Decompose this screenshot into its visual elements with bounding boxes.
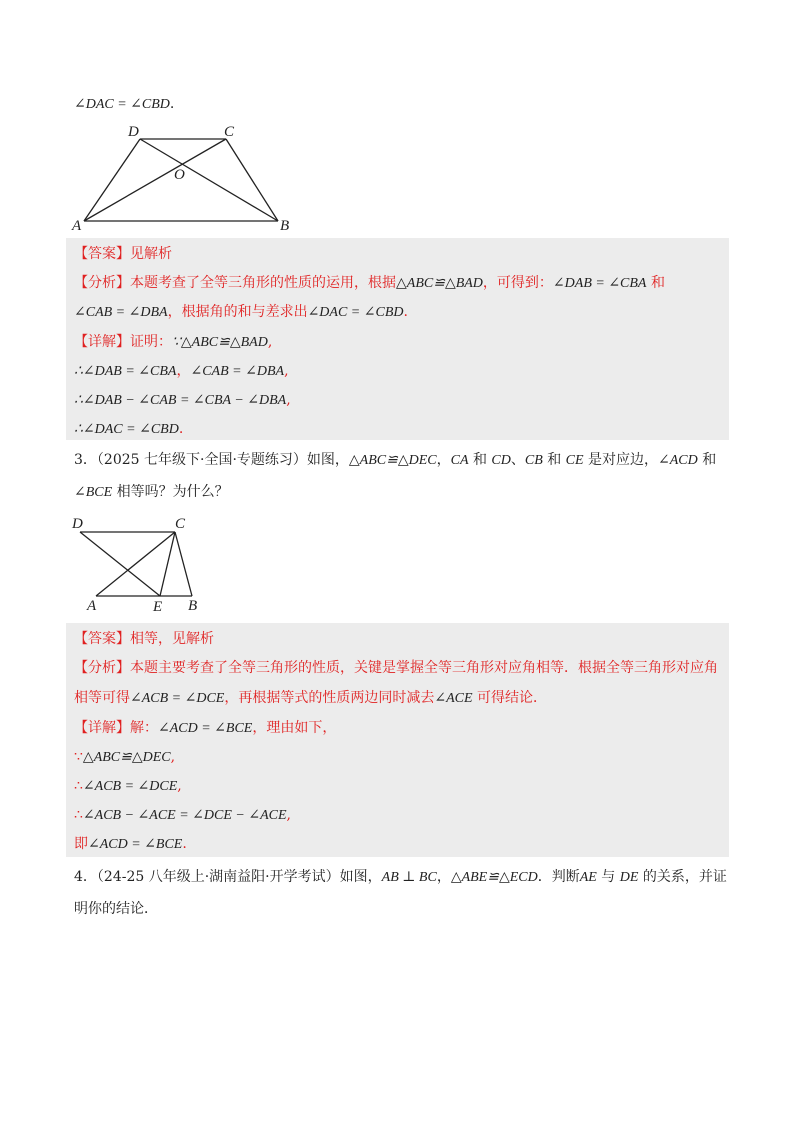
q4-question-line2: 明你的结论． xyxy=(74,901,158,917)
q3-detail: 【详解】解：∠ACD = ∠BCE，理由如下， xyxy=(74,720,337,736)
q3-label-c: C xyxy=(175,516,186,532)
q3-segment-ac xyxy=(96,532,175,596)
q3-step3: ∴∠ACB − ∠ACE = ∠DCE − ∠ACE, xyxy=(74,807,291,823)
q2-conclusion: ∠DAC = ∠CBD. xyxy=(74,96,175,112)
q2-label-a: A xyxy=(72,218,82,234)
q3-label-b: B xyxy=(188,598,198,614)
q2-label-d: D xyxy=(128,124,139,140)
q4-question-line1: 4．（24-25 八年级上·湖南益阳·开学考试）如图，AB ⊥ BC，△ABE≌△ECD．判断AE 与 DE 的关系，并证 xyxy=(74,869,727,885)
q2-analysis-line2: ∠CAB = ∠DBA，根据角的和与差求出∠DAC = ∠CBD. xyxy=(74,304,408,320)
q3-step2: ∴∠ACB = ∠DCE, xyxy=(74,778,182,794)
q3-step4: 即∠ACD = ∠BCE. xyxy=(74,836,187,852)
q3-figure xyxy=(68,512,218,614)
q2-detail: 【详解】证明：∵△ABC≌△BAD, xyxy=(74,334,273,350)
q3-label-a: A xyxy=(87,598,97,614)
q2-segment-bc xyxy=(226,139,278,221)
q2-segment-ad xyxy=(84,139,140,221)
q3-segment-dc-diag xyxy=(80,532,160,596)
q2-conclusion-math: ∠DAC = ∠CBD xyxy=(74,97,170,112)
q2-step2: ∴∠DAB − ∠CAB = ∠CBA − ∠DBA, xyxy=(74,392,291,408)
q3-answer: 【答案】相等，见解析 xyxy=(74,631,214,647)
q3-label-e: E xyxy=(153,599,163,614)
q2-label-c: C xyxy=(224,124,235,140)
q2-figure-trapezoid xyxy=(70,120,300,235)
q3-analysis-line2: 相等可得∠ACB = ∠DCE，再根据等式的性质两边同时减去∠ACE 可得结论． xyxy=(74,690,547,706)
q3-segment-bc xyxy=(175,532,192,596)
q2-answer: 【答案】见解析 xyxy=(74,246,172,262)
q3-step1: ∵△ABC≌△DEC, xyxy=(74,749,176,765)
q2-analysis-line1: 【分析】本题考查了全等三角形的性质的运用，根据△ABC≌△BAD，可得到：∠DAB = ∠CBA 和 xyxy=(74,275,665,291)
q3-question-line1: 3．（2025 七年级下·全国·专题练习）如图，△ABC≌△DEC，CA 和 CD、CB 和 CE 是对应边，∠ACD 和 xyxy=(74,452,717,468)
q3-analysis-line1: 【分析】本题主要考查了全等三角形的性质，关键是掌握全等三角形对应角相等．根据全等三角形对应角 xyxy=(74,660,718,676)
q3-question-line2: ∠BCE 相等吗？为什么？ xyxy=(74,484,229,500)
q2-segment-ac xyxy=(84,139,226,221)
q2-label-o: O xyxy=(174,167,185,183)
q2-segment-bd xyxy=(140,139,278,221)
q3-label-d: D xyxy=(72,516,83,532)
q2-step1: ∴∠DAB = ∠CBA，∠CAB = ∠DBA, xyxy=(74,363,289,379)
q2-step3: ∴∠DAC = ∠CBD. xyxy=(74,421,184,437)
q2-label-b: B xyxy=(280,218,290,234)
